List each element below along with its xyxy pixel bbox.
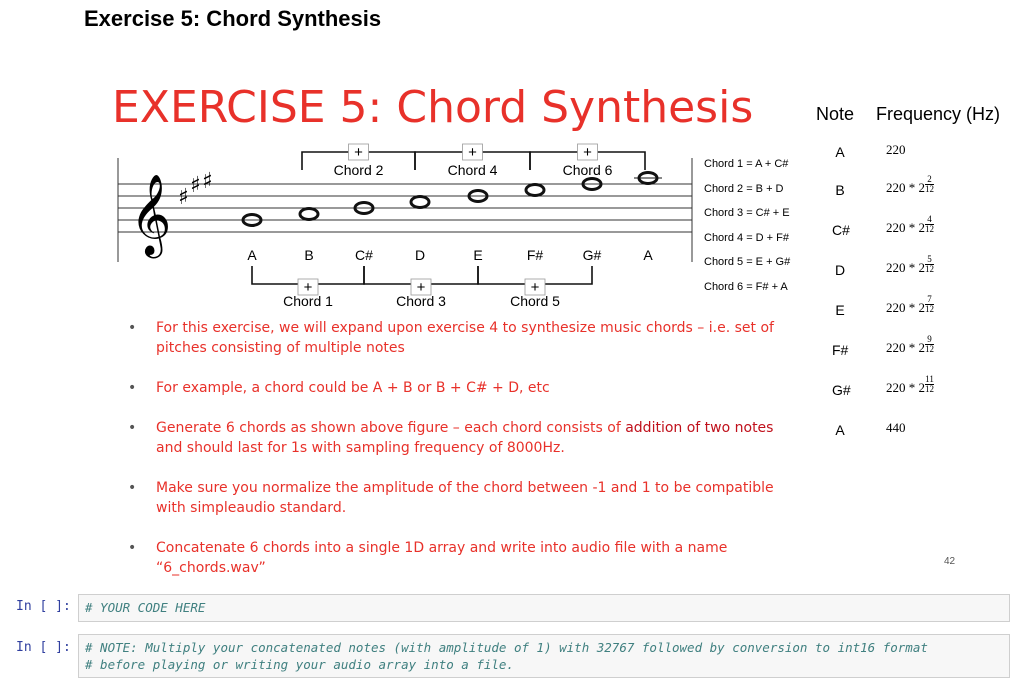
note-labels: [247, 247, 653, 263]
svg-text:♯: ♯: [190, 173, 201, 198]
note-head: [411, 197, 429, 208]
bullet-dot-icon: •: [128, 380, 137, 396]
chord-definition: Chord 6 = F# + A: [704, 280, 788, 293]
note-head: [526, 185, 544, 196]
bullet-text: [156, 418, 798, 458]
music-staff-figure: [110, 140, 700, 315]
table-note-name: C#: [832, 222, 850, 238]
upper-chord-2-label: Chord 4: [447, 162, 498, 178]
table-header-frequency: Frequency (Hz): [876, 104, 1001, 124]
svg-text:♯: ♯: [178, 185, 189, 210]
frequency-base: 220 * 2: [886, 180, 925, 195]
note-label: E: [473, 247, 483, 263]
bullet-item: [128, 418, 798, 458]
exponent-fraction: [925, 215, 934, 234]
bullet-text: For example, a chord could be A + B or B + C# + D, etc: [156, 380, 550, 396]
lower-chord-3-plus: +: [416, 279, 426, 296]
page-number: 42: [944, 556, 956, 567]
cell-prompt-1: In [ ]:: [16, 599, 71, 614]
bullet-text: Concatenate 6 chords into a single 1D array and write into audio file with a name “6_chords.wav”: [156, 540, 728, 576]
bullet-highlight: addition of two notes: [625, 420, 774, 436]
frequency-base: 220 * 2: [886, 380, 925, 395]
bullet-dot-icon: •: [128, 540, 137, 556]
exponent-fraction: [925, 295, 934, 314]
note-label: A: [247, 247, 257, 263]
bullet-dot-icon: •: [128, 420, 137, 436]
exponent-fraction: [925, 175, 934, 194]
chord-definition: Chord 5 = E + G#: [704, 256, 791, 269]
table-frequency: [886, 420, 906, 436]
frequency-base: 220 * 2: [886, 220, 925, 235]
table-note-name: B: [835, 182, 845, 198]
upper-chord-brackets: [302, 144, 645, 178]
exponent-numerator: 7: [927, 293, 932, 304]
lower-chord-5-plus: +: [530, 279, 540, 296]
exponent-numerator: 2: [927, 173, 932, 184]
frequency-base: 220 * 2: [886, 340, 925, 355]
chord-definition: Chord 4 = D + F#: [704, 231, 789, 244]
note-label: B: [304, 247, 314, 263]
table-frequency: [886, 173, 934, 196]
upper-chord-3-label: Chord 6: [562, 162, 613, 178]
bullet-item: [128, 478, 798, 518]
table-frequency: [886, 333, 934, 356]
upper-chord-2-plus: +: [468, 144, 477, 161]
upper-chord-1-label: Chord 2: [333, 162, 384, 178]
lower-chord-1-label: Chord 1: [283, 293, 333, 309]
table-frequency: [886, 253, 934, 276]
table-note-name: D: [834, 262, 846, 278]
table-header-note: Note: [816, 104, 855, 124]
note-label: F#: [526, 247, 544, 263]
lower-chord-3-label: Chord 3: [396, 293, 446, 309]
table-note-name: G#: [832, 382, 851, 398]
table-frequency: [886, 373, 934, 396]
exponent-denominator: 12: [925, 343, 934, 354]
note-label: C#: [355, 247, 373, 263]
frequency-base: 220 * 2: [886, 260, 925, 275]
bullet-text-post: and should last for 1s with sampling frequency of 8000Hz.: [156, 440, 565, 456]
treble-clef-icon: 𝄞: [130, 173, 172, 255]
bullet-text: For this exercise, we will expand upon exercise 4 to synthesize music chords – i.e. set of pitches consisting of multiple notes: [156, 320, 774, 356]
exponent-numerator: 5: [927, 253, 932, 264]
note-heads: [243, 173, 662, 226]
exponent-denominator: 12: [925, 303, 934, 314]
bullet-text-pre: Generate 6 chords as shown above figure – each chord consists of: [156, 420, 626, 436]
exponent-denominator: 12: [925, 263, 934, 274]
exponent-fraction: [925, 375, 934, 394]
notebook-heading: Exercise 5: Chord Synthesis: [84, 6, 382, 31]
table-frequency: [886, 142, 906, 158]
exponent-denominator: 12: [925, 383, 934, 394]
exponent-fraction: [925, 255, 934, 274]
frequency-base: 220: [886, 142, 906, 157]
code-cell-2[interactable]: # NOTE: Multiply your concatenated notes (with amplitude of 1) with 32767 followed by conversion to int16 format # before playing or writing your audio array into a file.: [78, 634, 1010, 678]
note-label: A: [643, 247, 653, 263]
lower-chord-brackets: [252, 266, 592, 309]
upper-chord-1-plus: +: [354, 144, 363, 161]
bullet-text: Make sure you normalize the amplitude of the chord between -1 and 1 to be compatible with simpleaudio standard.: [156, 480, 774, 516]
exponent-numerator: 4: [927, 213, 932, 224]
table-frequency: [886, 213, 934, 236]
table-note-name: A: [835, 422, 845, 438]
bullet-item: [128, 538, 798, 578]
table-note-name: A: [835, 144, 845, 160]
table-frequency: [886, 293, 934, 316]
bullet-dot-icon: •: [128, 480, 137, 496]
exponent-numerator: 11: [925, 373, 934, 384]
frequency-base: 440: [886, 420, 906, 435]
chord-list: [704, 152, 790, 300]
note-head: [300, 209, 318, 220]
table-note-name: E: [835, 302, 845, 318]
note-label: G#: [582, 247, 602, 263]
exponent-numerator: 9: [927, 333, 932, 344]
bullet-item: [128, 378, 550, 398]
frequency-base: 220 * 2: [886, 300, 925, 315]
bullet-dot-icon: •: [128, 320, 137, 336]
table-note-name: F#: [832, 342, 849, 358]
code-cell-1[interactable]: # YOUR CODE HERE: [78, 594, 1010, 622]
key-signature-sharps: [178, 169, 213, 210]
upper-chord-3-plus: +: [583, 144, 592, 161]
chord-definition: Chord 1 = A + C#: [704, 158, 789, 170]
exponent-denominator: 12: [925, 223, 934, 234]
lower-chord-5-label: Chord 5: [510, 293, 560, 309]
lower-chord-1-plus: +: [303, 279, 313, 296]
svg-text:♯: ♯: [202, 169, 213, 194]
exponent-denominator: 12: [925, 183, 934, 194]
slide-title: EXERCISE 5: Chord Synthesis: [112, 82, 754, 133]
chord-definition: Chord 3 = C# + E: [704, 207, 790, 220]
note-label: D: [414, 247, 426, 263]
cell-prompt-2: In [ ]:: [16, 640, 71, 655]
chord-definition: Chord 2 = B + D: [704, 182, 784, 195]
exponent-fraction: [925, 335, 934, 354]
bullet-item: [128, 318, 798, 358]
